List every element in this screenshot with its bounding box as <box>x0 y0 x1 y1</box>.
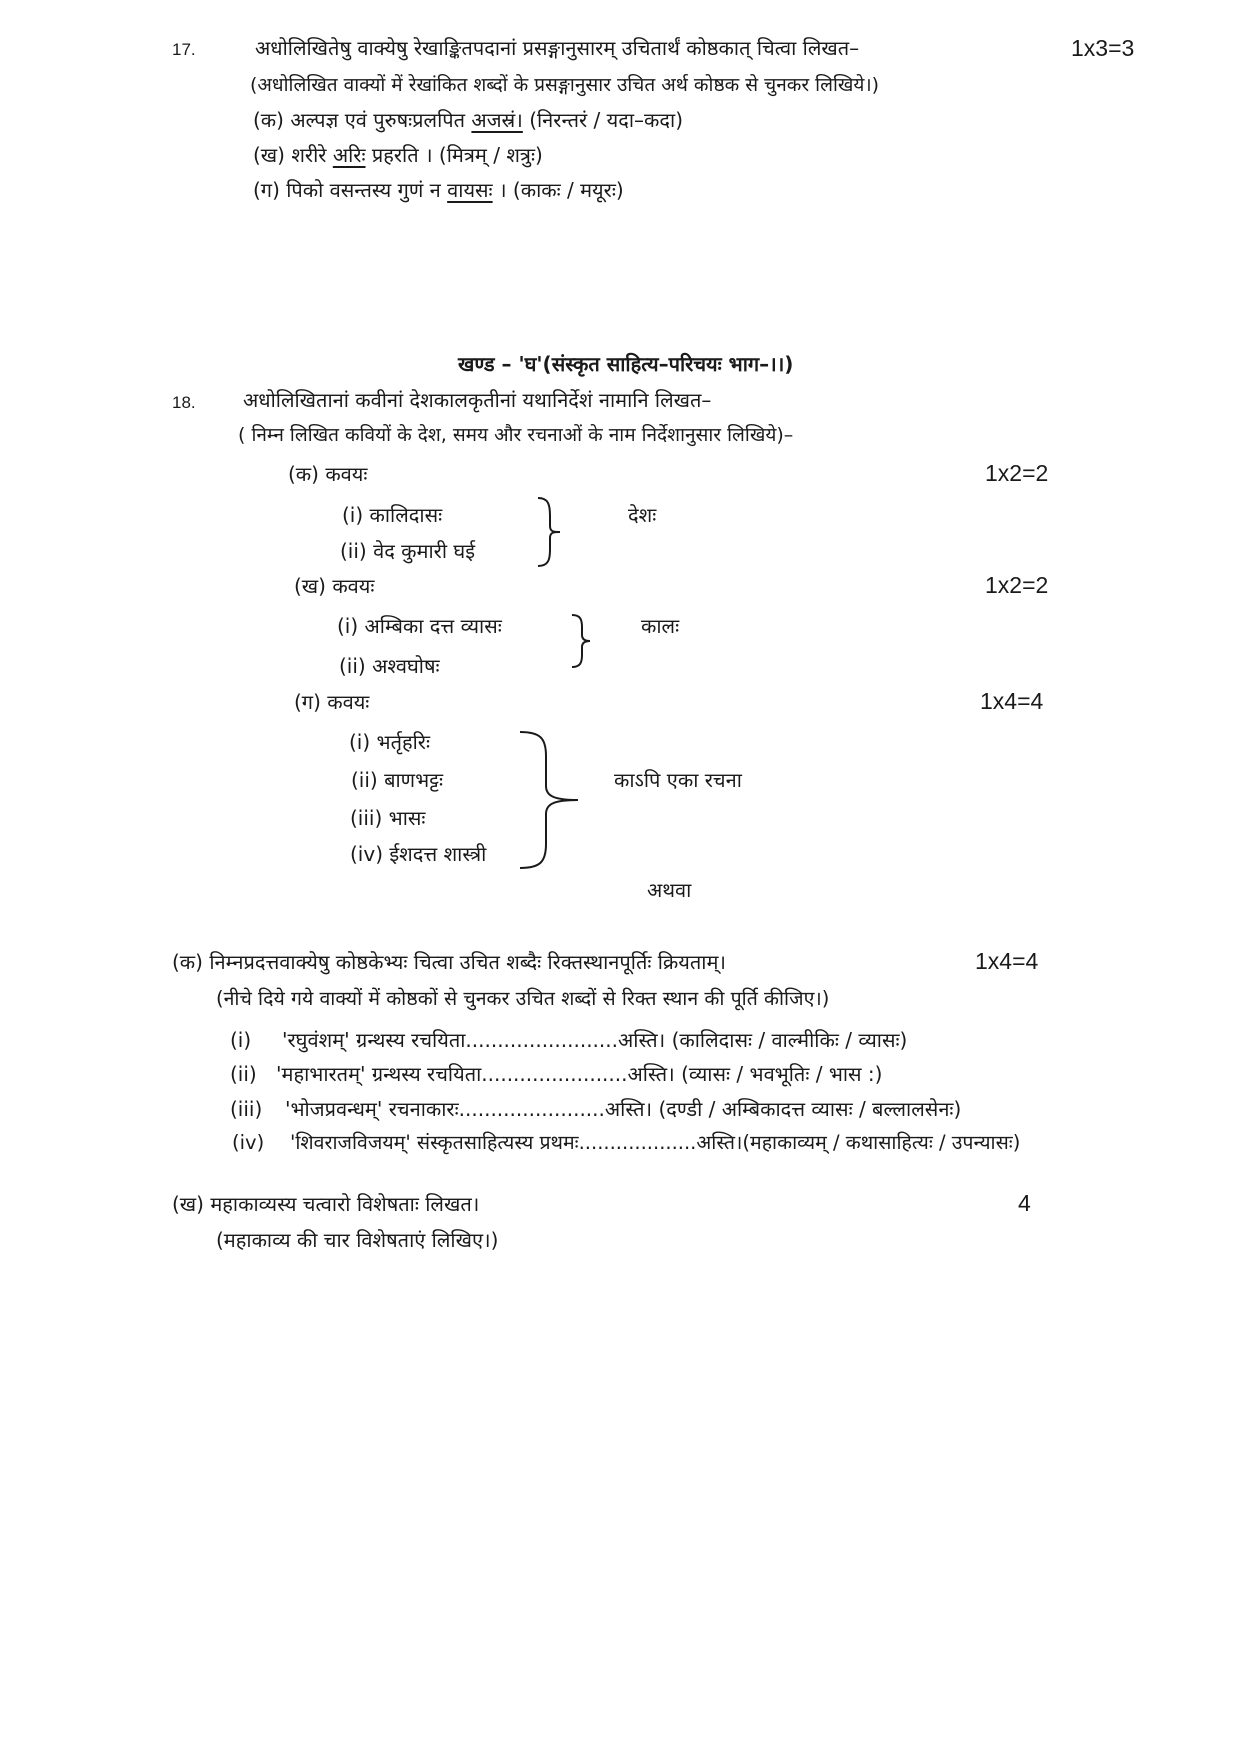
question-instruction-hindi: ( निम्न लिखित कवियों के देश, समय और रचनाओं के नाम निर्देशानुसार लिखिये)– <box>238 424 794 446</box>
part-ga-label: (ग) कवयः <box>294 690 370 714</box>
section-heading: खण्ड – 'घ'(संस्कृत साहित्य–परिचयः भाग–।।) <box>458 352 794 376</box>
question-number: 17. <box>172 40 196 59</box>
alt-kha-marks: 4 <box>1018 1190 1031 1216</box>
item-number: (iv) <box>232 1131 265 1154</box>
item-text: 'शिवराजविजयम्' संस्कृतसाहित्यस्य प्रथमः...................अस्ति।(महाकाव्यम् / कथासाहित्यः / उपन्यासः) <box>290 1131 1021 1154</box>
alt-ka-instruction: (क) निम्नप्रदत्तवाक्येषु कोष्ठकेभ्यः चित्वा उचित शब्दैः रिक्तस्थानपूर्तिः क्रियताम्। <box>172 950 727 974</box>
poet-item: (i) अम्बिका दत्त व्यासः <box>337 614 502 638</box>
or-divider: अथवा <box>647 878 692 902</box>
q17-item-ka <box>253 108 683 132</box>
item-text: (ख) शरीरे <box>253 143 333 167</box>
poet-item: (ii) अश्वघोषः <box>339 654 440 678</box>
underlined-word: अरिः <box>332 143 366 167</box>
part-kha-label: (ख) कवयः <box>294 574 375 598</box>
fill-blank-item <box>230 1062 882 1086</box>
q17-item-kha <box>253 143 543 167</box>
poet-item: (iv) ईशदत्त शास्त्री <box>350 842 487 866</box>
fill-blank-item <box>232 1131 1020 1154</box>
item-number: (ii) <box>230 1062 257 1086</box>
item-text: (ग) पिको वसन्तस्य गुणं न <box>253 178 448 202</box>
poet-item: (i) कालिदासः <box>342 503 443 527</box>
fill-blank-item <box>230 1028 907 1052</box>
item-options: । (काकः / मयूरः) <box>492 178 624 202</box>
part-kha-ask: कालः <box>641 614 680 638</box>
q17-item-ga <box>253 178 624 202</box>
item-text: 'भोजप्रवन्धम्' रचनाकारः.......................अस्ति। (दण्डी / अम्बिकादत्त व्यासः / बल्लालसेनः) <box>285 1097 962 1121</box>
poet-item: (iii) भासः <box>350 806 426 830</box>
question-instruction: अधोलिखितेषु वाक्येषु रेखाङ्कितपदानां प्रसङ्गानुसारम् उचितार्थं कोष्ठकात् चित्वा लिखत– <box>255 36 860 60</box>
question-number: 18. <box>172 393 196 412</box>
part-ka-marks: 1x2=2 <box>985 460 1049 486</box>
item-text: 'रघुवंशम्' ग्रन्थस्य रचयिता........................अस्ति। (कालिदासः / वाल्मीकिः / व्यासः) <box>282 1028 908 1052</box>
right-brace-icon <box>518 730 582 870</box>
part-ka-ask: देशः <box>628 503 657 527</box>
alt-kha-instruction: (ख) महाकाव्यस्य चत्वारो विशेषताः लिखत। <box>172 1192 480 1216</box>
underlined-word: अजस्रं। <box>471 108 523 132</box>
item-text: (क) अल्पज्ञ एवं पुरुषःप्रलपित <box>253 108 472 132</box>
question-instruction: अधोलिखितानां कवीनां देशकालकृतीनां यथानिर्देशं नामानि लिखत– <box>243 388 712 412</box>
item-options: प्रहरति । (मित्रम् / शत्रुः) <box>365 143 543 167</box>
item-number: (iii) <box>230 1097 263 1121</box>
part-ga-marks: 1x4=4 <box>980 688 1044 714</box>
alt-ka-instruction-hindi: (नीचे दिये गये वाक्यों में कोष्ठकों से चुनकर उचित शब्दों से रिक्त स्थान की पूर्ति कीजिए।) <box>216 987 830 1010</box>
part-ka-label: (क) कवयः <box>288 462 368 486</box>
poet-item: (ii) बाणभट्टः <box>351 768 444 792</box>
right-brace-icon <box>536 496 566 568</box>
part-ga-ask: काऽपि एका रचना <box>614 768 742 792</box>
alt-kha-instruction-hindi: (महाकाव्य की चार विशेषताएं लिखिए।) <box>216 1228 499 1252</box>
question-instruction-hindi: (अधोलिखित वाक्यों में रेखांकित शब्दों के प्रसङ्गानुसार उचित अर्थ कोष्ठक से चुनकर लिखिये।) <box>250 74 880 96</box>
question-marks: 1x3=3 <box>1071 35 1135 61</box>
fill-blank-item <box>230 1097 961 1121</box>
poet-item: (ii) वेद कुमारी घई <box>340 539 476 563</box>
item-options: (निरन्तरं / यदा–कदा) <box>522 108 684 132</box>
alt-ka-marks: 1x4=4 <box>975 948 1039 974</box>
poet-item: (i) भर्तृहरिः <box>349 730 430 754</box>
right-brace-icon <box>570 613 596 669</box>
underlined-word: वायसः <box>447 178 493 202</box>
item-number: (i) <box>230 1028 252 1052</box>
part-kha-marks: 1x2=2 <box>985 572 1049 598</box>
item-text: 'महाभारतम्' ग्रन्थस्य रचयिता.......................अस्ति। (व्यासः / भवभूतिः / भास :) <box>276 1062 883 1086</box>
